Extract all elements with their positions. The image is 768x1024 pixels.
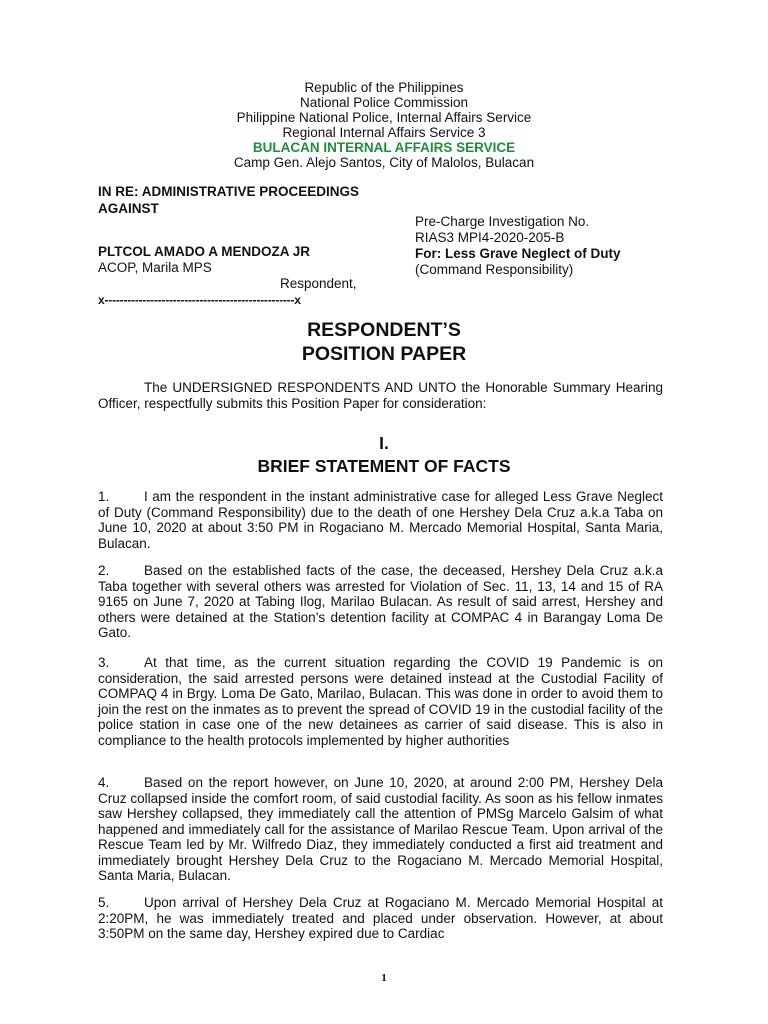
letterhead-line-rias3: Regional Internal Affairs Service 3: [282, 125, 486, 140]
fact-paragraph-2: [98, 563, 663, 641]
case-number-block: [415, 214, 715, 278]
paragraph-text: I am the respondent in the instant administrative case for alleged Less Grave Neglect of Duty (Command Responsibility) due to the death of one Hershey Dela Cruz a.k.a Taba on June 10, 2020 at about 3:50 PM in Rogaciano M. Mercado Memorial Hospital, Santa Maria, Bulacan.: [98, 489, 663, 551]
intro-paragraph: [98, 380, 663, 411]
respondent-name: PLTCOL AMADO A MENDOZA JR: [98, 244, 310, 259]
fact-paragraph-1: [98, 489, 663, 551]
fact-paragraph-3: [98, 655, 663, 748]
letterhead-office-name: BULACAN INTERNAL AFFAIRS SERVICE: [252, 140, 516, 155]
case-number: RIAS3 MPI4-2020-205-B: [415, 230, 565, 245]
paragraph-number: 1.: [98, 489, 110, 504]
case-label: Pre-Charge Investigation No.: [415, 214, 590, 229]
fact-paragraph-4: [98, 775, 663, 884]
paragraph-text: Based on the report however, on June 10, 2020, at around 2:00 PM, Hershey Dela Cruz collapsed inside the comfort room, of said custodial facility. As soon as his fellow inmates saw Hershey collapsed, they immediately call the attention of PMSg Marcelo Galsim of what happened and immediately call for the assistance of Marilao Rescue Team. Upon arrival of the Rescue Team led by Mr. Wilfredo Diaz, they immediately conducted a first aid treatment and immediately brought Hershey Dela Cruz to the Rogaciano M. Mercado Memorial Hospital, Santa Maria, Bulacan.: [98, 775, 663, 883]
respondent-block: [98, 244, 418, 308]
title-line-1: RESPONDENT’S: [307, 319, 461, 341]
charge-label: For: Less Grave Neglect of Duty: [415, 246, 621, 261]
letterhead-address: Camp Gen. Alejo Santos, City of Malolos, Bulacan: [233, 155, 535, 170]
case-caption-title: [98, 183, 418, 217]
in-re-line-1: IN RE: ADMINISTRATIVE PROCEEDINGS: [98, 184, 360, 199]
section-heading: [0, 432, 768, 478]
letterhead: [0, 80, 768, 170]
letterhead-line-pnp-ias: Philippine National Police, Internal Affairs Service: [236, 110, 532, 125]
letterhead-line-republic: Republic of the Philippines: [304, 80, 464, 95]
caption-separator: x--------------------------------------------------x: [98, 293, 301, 307]
paragraph-number: 4.: [98, 775, 110, 790]
paragraph-text: Upon arrival of Hershey Dela Cruz at Rogaciano M. Mercado Memorial Hospital at 2:20PM, he was immediately treated and placed under observation. However, at about 3:50PM on the same day, Hershey expired due to Cardiac: [98, 895, 663, 941]
respondent-label: Respondent,: [280, 276, 357, 291]
document-title: [0, 318, 768, 366]
intro-text: The UNDERSIGNED RESPONDENTS AND UNTO the Honorable Summary Hearing Officer, respectfully submits this Position Paper for consideration:: [98, 380, 663, 411]
section-numeral: I.: [379, 433, 389, 453]
paragraph-number: 3.: [98, 655, 110, 670]
fact-paragraph-5: [98, 895, 663, 942]
letterhead-line-napolcom: National Police Commission: [299, 95, 469, 110]
section-title: BRIEF STATEMENT OF FACTS: [257, 456, 511, 476]
charge-note: (Command Responsibility): [415, 262, 574, 277]
respondent-position: ACOP, Marila MPS: [98, 260, 212, 275]
paragraph-number: 5.: [98, 895, 110, 910]
paragraph-number: 2.: [98, 563, 110, 578]
paragraph-text: At that time, as the current situation regarding the COVID 19 Pandemic is on consideration, the said arrested persons were detained instead at the Custodial Facility of COMPAQ 4 in Brgy. Loma De Gato, Marilao, Bulacan. This was done in order to avoid them to join the rest on the inmates as to prevent the spread of COVID 19 in the custodial facility of the police station in case one of the new detainees as carrier of said disease. This is also in compliance to the health protocols implemented by higher authorities: [98, 655, 663, 748]
page-number: 1: [381, 972, 387, 984]
title-line-2: POSITION PAPER: [301, 343, 467, 365]
in-re-line-2: AGAINST: [98, 201, 159, 216]
paragraph-text: Based on the established facts of the case, the deceased, Hershey Dela Cruz a.k.a Taba together with several others was arrested for Violation of Sec. 11, 13, 14 and 15 of RA 9165 on June 7, 2020 at Tabing Ilog, Marilao Bulacan. As result of said arrest, Hershey and others were detained at the Station’s detention facility at COMPAC 4 in Barangay Loma De Gato.: [98, 563, 663, 640]
